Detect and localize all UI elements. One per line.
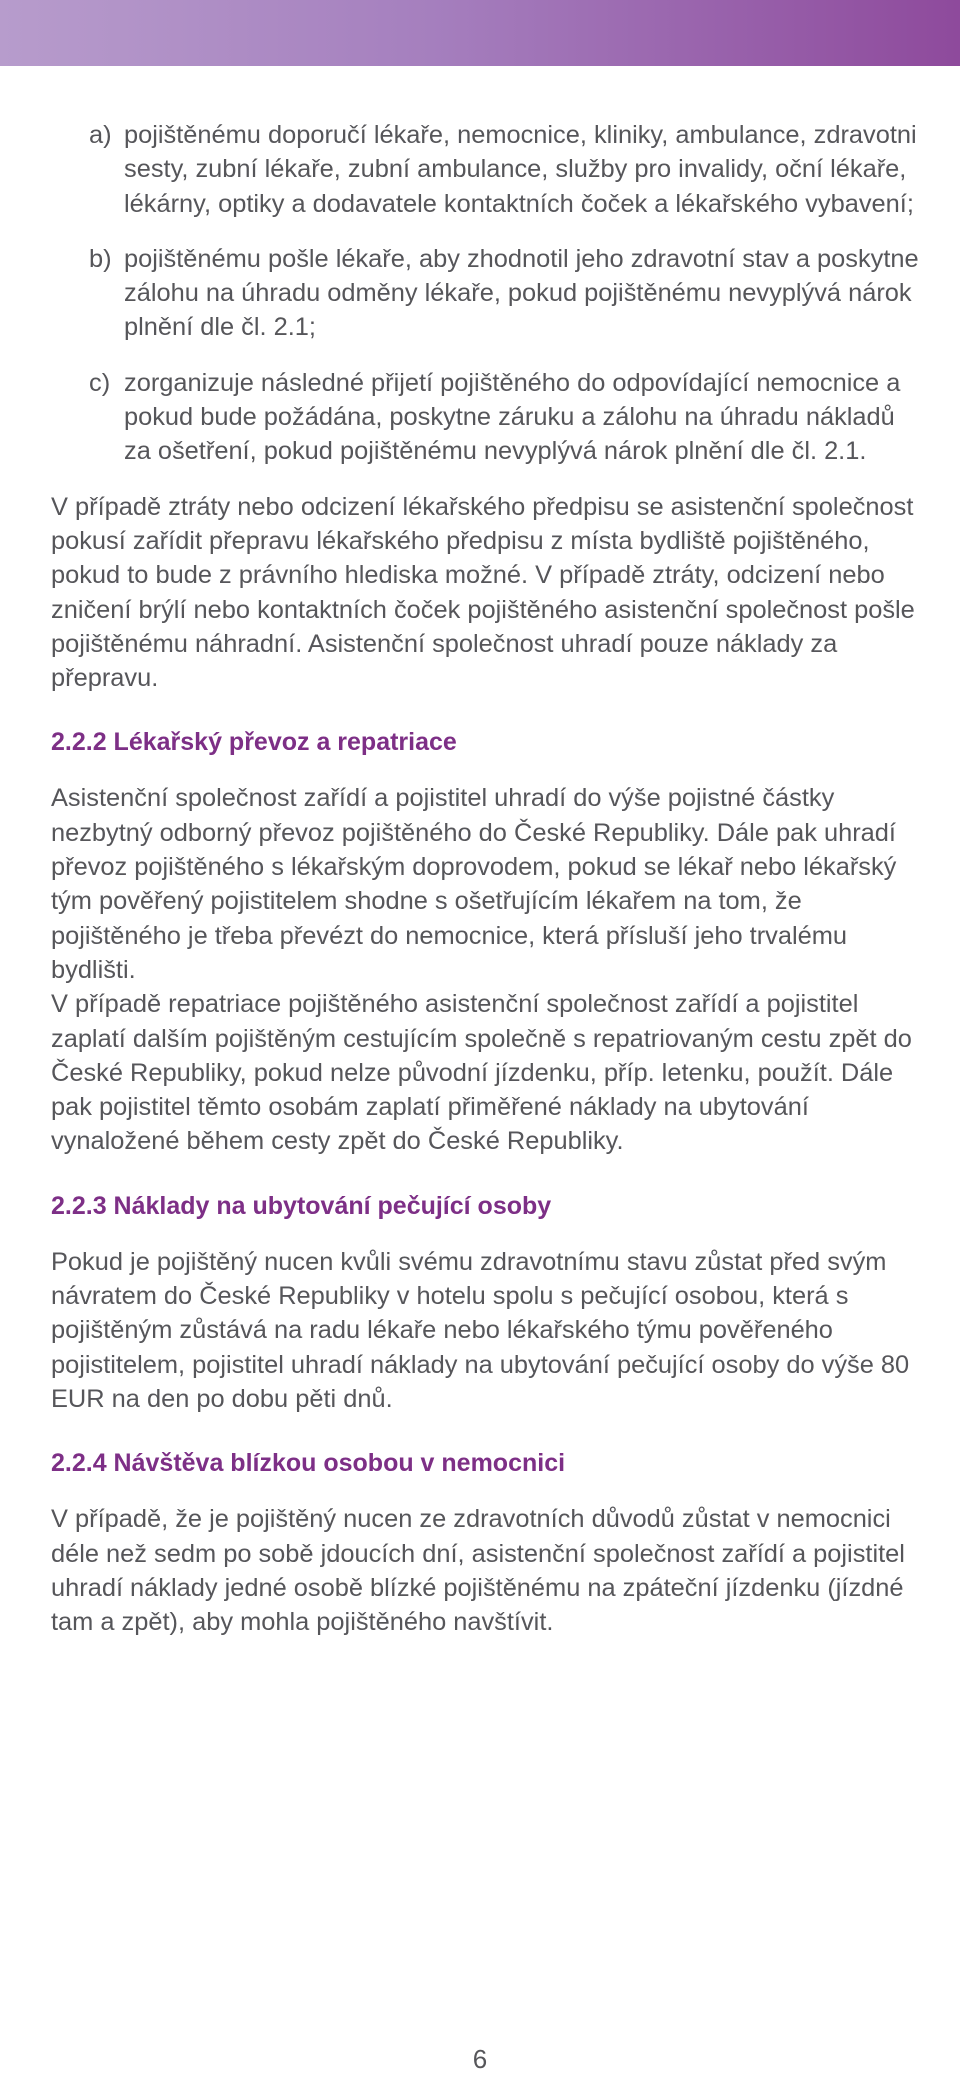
list-item <box>51 366 921 469</box>
page-number: 6 <box>472 2044 488 2074</box>
section-heading-2-2-2: 2.2.2 Lékařský převoz a repatriace <box>51 728 457 757</box>
header-gradient-bar <box>0 0 960 66</box>
list-item-text: zorganizuje následné přijetí pojištěného do odpovídající nemocnice a pokud bude požádána, poskytne záruku a zálohu na úhradu nákladů za ošetření, pokud pojištěnému nevyplývá nárok plnění dle čl. 2.1. <box>124 368 901 466</box>
document-body <box>51 118 921 1639</box>
section-paragraph: V případě repatriace pojištěného asistenční společnost zařídí a pojistitel zaplatí dalším pojištěným cestujícím společně s repatriovaným cestu zpět do České Republiky, pokud nelze původní jízdenku, příp. letenku, použít. Dále pak pojistitel těmto osobám zaplatí přiměřené náklady na ubytování vynaložené během cesty zpět do České Republiky. <box>51 990 912 1156</box>
list-item <box>51 242 921 345</box>
section-paragraph: Asistenční společnost zařídí a pojistitel uhradí do výše pojistné částky nezbytný odborný převoz pojištěného do České Republiky. Dále pak uhradí převoz pojištěného s lékařským doprovodem, pokud se lékař nebo lékařský tým pověřený pojistitelem shodne s ošetřujícím lékařem na tom, že pojištěného je třeba převézt do nemocnice, která přísluší jeho trvalému bydlišti. <box>51 784 897 984</box>
section-paragraph: Pokud je pojištěný nucen kvůli svému zdravotnímu stavu zůstat před svým návratem do České Republiky v hotelu spolu s pečující osobou, která s pojištěným zůstává na radu lékaře nebo lékařského týmu pověřeného pojistitelem, pojistitel uhradí náklady na ubytování pečující osoby do výše 80 EUR na den po dobu pěti dnů. <box>51 1247 910 1413</box>
prescription-paragraph: V případě ztráty nebo odcizení lékařského předpisu se asistenční společnost pokusí zařídit přepravu lékařského předpisu z místa bydliště pojištěného, pokud to bude z právního hlediska možné. V případě ztráty, odcizení nebo zničení brýlí nebo kontaktních čoček pojištěného asistenční společnost pošle pojištěnému náhradní. Asistenční společnost uhradí pouze náklady za přepravu. <box>51 492 915 693</box>
section-heading-2-2-3: 2.2.3 Náklady na ubytování pečující osoby <box>51 1191 552 1220</box>
section-paragraph: V případě, že je pojištěný nucen ze zdravotních důvodů zůstat v nemocnici déle než sedm po sobě jdoucích dní, asistenční společnost zařídí a pojistitel uhradí náklady jedné osobě blízké pojištěnému na zpáteční jízdenku (jízdné tam a zpět), aby mohla pojištěného navštívit. <box>51 1505 905 1637</box>
assistance-list <box>51 118 921 469</box>
section-heading-2-2-4: 2.2.4 Návštěva blízkou osobou v nemocnici <box>51 1449 566 1478</box>
list-item-text: pojištěnému doporučí lékaře, nemocnice, kliniky, ambulance, zdravotni sesty, zubní lékaře, zubní ambulance, služby pro invalidy, oční lékaře, lékárny, optiky a dodavatele kontaktních čoček a lékařského vybavení; <box>124 121 917 218</box>
list-marker: c) <box>89 368 111 397</box>
list-item <box>51 118 921 221</box>
list-marker: a) <box>89 121 112 149</box>
list-item-text: pojištěnému pošle lékaře, aby zhodnotil jeho zdravotní stav a poskytne zálohu na úhradu odměny lékaře, pokud pojištěnému nevyplývá nárok plnění dle čl. 2.1; <box>124 244 919 342</box>
list-marker: b) <box>89 244 112 273</box>
